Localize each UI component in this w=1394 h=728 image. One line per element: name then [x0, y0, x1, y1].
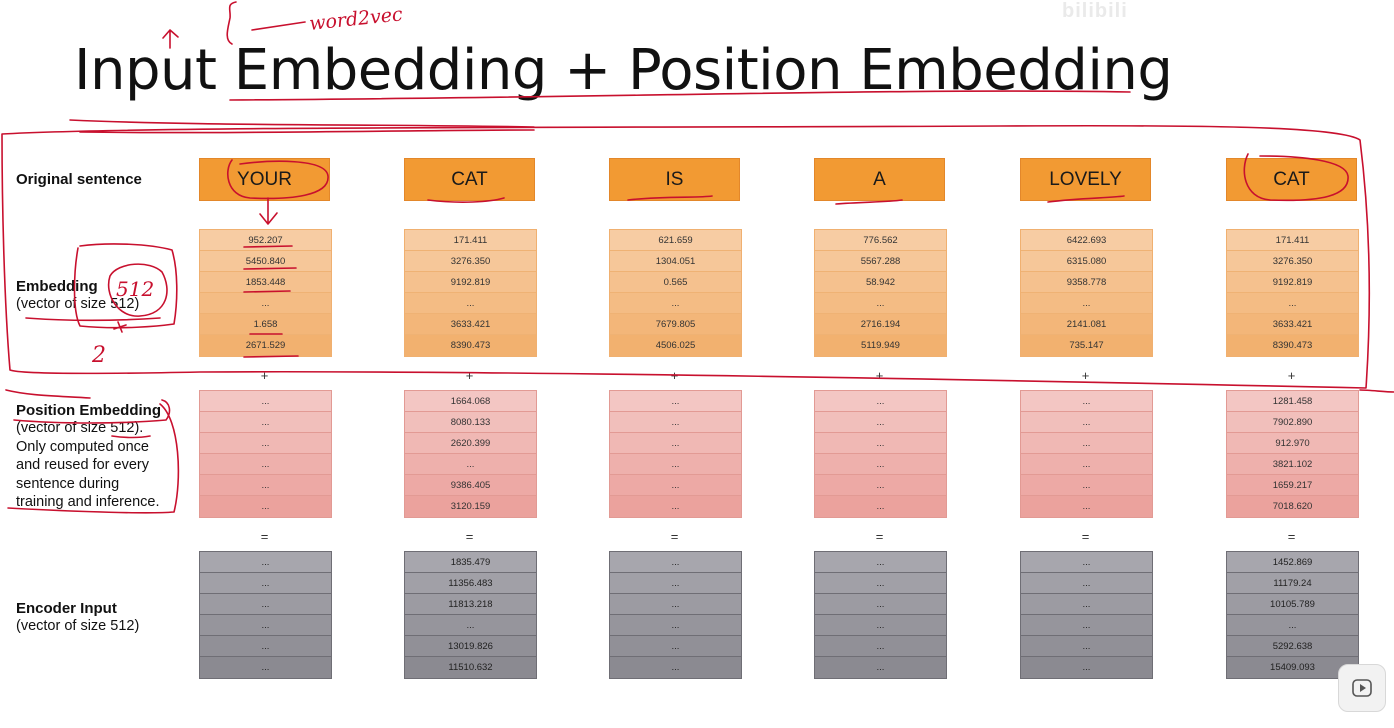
embedding-cell: 4506.025 — [610, 335, 741, 356]
plus-operator: + — [1081, 368, 1090, 383]
encoder-cell: ... — [1021, 594, 1152, 615]
play-icon — [1351, 677, 1373, 699]
plus-operator: + — [260, 368, 269, 383]
position-cell: 9386.405 — [405, 475, 536, 496]
embedding-cell: 1.658 — [200, 314, 331, 335]
encoder-cell: ... — [1227, 615, 1358, 636]
position-cell: 912.970 — [1227, 433, 1358, 454]
position-cell: ... — [200, 412, 331, 433]
equals-operator: = — [1081, 529, 1090, 544]
encoder-cell: 1452.869 — [1227, 552, 1358, 573]
position-cell: 3120.159 — [405, 496, 536, 517]
ink-strikethrough — [252, 22, 305, 30]
embedding-cell: 171.411 — [1227, 230, 1358, 251]
equals-operator: = — [670, 529, 679, 544]
embedding-cell: 7679.805 — [610, 314, 741, 335]
position-cell: ... — [200, 454, 331, 475]
encoder-cell: ... — [1021, 552, 1152, 573]
token-word-4: LOVELY — [1020, 158, 1151, 201]
ink-down-arrow — [260, 198, 277, 224]
embedding-cell: 171.411 — [405, 230, 536, 251]
position-cell: ... — [815, 412, 946, 433]
embedding-vector-4 — [1020, 229, 1153, 357]
embedding-cell: 8390.473 — [405, 335, 536, 356]
encoder-vector-5 — [1226, 551, 1359, 679]
token-word-0: YOUR — [199, 158, 330, 201]
equals-operator: = — [260, 529, 269, 544]
embedding-cell: 3276.350 — [1227, 251, 1358, 272]
encoder-cell: ... — [815, 573, 946, 594]
position-cell: ... — [610, 496, 741, 517]
position-vector-4 — [1020, 390, 1153, 518]
embedding-cell: 9192.819 — [1227, 272, 1358, 293]
position-cell: ... — [405, 454, 536, 475]
label-embedding — [16, 278, 139, 314]
label-position-sub-1: (vector of size 512). — [16, 420, 144, 436]
embedding-cell: 5450.840 — [200, 251, 331, 272]
ink-512: 512 — [116, 277, 155, 301]
encoder-cell: 10105.789 — [1227, 594, 1358, 615]
embedding-cell: 2716.194 — [815, 314, 946, 335]
embedding-cell: 3276.350 — [405, 251, 536, 272]
position-vector-0 — [199, 390, 332, 518]
encoder-cell: ... — [1021, 615, 1152, 636]
embedding-cell: ... — [610, 293, 741, 314]
encoder-vector-2 — [609, 551, 742, 679]
watermark: bilibili — [1062, 0, 1128, 22]
equals-operator: = — [875, 529, 884, 544]
position-cell: 7902.890 — [1227, 412, 1358, 433]
embedding-cell: 8390.473 — [1227, 335, 1358, 356]
label-original-sentence — [16, 171, 142, 188]
token-word-2: IS — [609, 158, 740, 201]
ink-2: 2 — [92, 343, 106, 368]
encoder-cell: ... — [200, 657, 331, 678]
position-cell: ... — [200, 475, 331, 496]
embedding-cell: 621.659 — [610, 230, 741, 251]
embedding-cell: 6422.693 — [1021, 230, 1152, 251]
position-cell: ... — [610, 475, 741, 496]
embedding-cell: 1853.448 — [200, 272, 331, 293]
play-button[interactable] — [1338, 664, 1386, 712]
embedding-cell: 3633.421 — [405, 314, 536, 335]
embedding-cell: 2141.081 — [1021, 314, 1152, 335]
encoder-cell: ... — [815, 594, 946, 615]
embedding-cell: ... — [405, 293, 536, 314]
embedding-vector-2 — [609, 229, 742, 357]
encoder-cell: ... — [200, 636, 331, 657]
encoder-cell: ... — [1021, 636, 1152, 657]
embedding-cell: 5567.288 — [815, 251, 946, 272]
plus-operator: + — [465, 368, 474, 383]
position-cell: 7018.620 — [1227, 496, 1358, 517]
position-cell: ... — [1021, 433, 1152, 454]
encoder-cell: 15409.093 — [1227, 657, 1358, 678]
encoder-cell: ... — [610, 657, 741, 678]
encoder-vector-0 — [199, 551, 332, 679]
position-cell: 8080.133 — [405, 412, 536, 433]
embedding-vector-1 — [404, 229, 537, 357]
position-cell: 2620.399 — [405, 433, 536, 454]
encoder-cell: ... — [1021, 657, 1152, 678]
position-vector-5 — [1226, 390, 1359, 518]
label-encoder-input — [16, 600, 139, 636]
encoder-cell: ... — [200, 552, 331, 573]
ink-title-underline — [70, 120, 534, 127]
equals-operator: = — [1287, 529, 1296, 544]
label-original-text: Original sentence — [16, 171, 142, 188]
encoder-cell: ... — [815, 657, 946, 678]
label-position-sub-5: training and inference. — [16, 494, 160, 510]
encoder-cell: ... — [815, 615, 946, 636]
plus-operator: + — [875, 368, 884, 383]
label-position-sub-2: Only computed once — [16, 438, 149, 455]
encoder-cell: 11813.218 — [405, 594, 536, 615]
embedding-cell: 2671.529 — [200, 335, 331, 356]
position-cell: ... — [815, 391, 946, 412]
embedding-cell: 6315.080 — [1021, 251, 1152, 272]
position-cell: ... — [610, 454, 741, 475]
embedding-vector-5 — [1226, 229, 1359, 357]
embedding-cell: ... — [1227, 293, 1358, 314]
position-cell: ... — [200, 433, 331, 454]
position-cell: ... — [1021, 454, 1152, 475]
position-cell: ... — [200, 496, 331, 517]
position-cell: 1664.068 — [405, 391, 536, 412]
encoder-cell: ... — [1021, 573, 1152, 594]
position-vector-2 — [609, 390, 742, 518]
token-word-3: A — [814, 158, 945, 201]
position-cell: 1281.458 — [1227, 391, 1358, 412]
label-position-embedding — [16, 402, 161, 512]
encoder-cell: ... — [610, 636, 741, 657]
embedding-vector-0 — [199, 229, 332, 357]
position-cell: ... — [1021, 391, 1152, 412]
embedding-cell: ... — [815, 293, 946, 314]
label-encoder-text: Encoder Input — [16, 600, 117, 617]
encoder-cell: ... — [815, 636, 946, 657]
ink-title-underline-2 — [80, 130, 534, 133]
ink-underline-vector — [26, 318, 160, 320]
embedding-cell: ... — [1021, 293, 1152, 314]
encoder-cell: 11356.483 — [405, 573, 536, 594]
position-vector-3 — [814, 390, 947, 518]
encoder-cell: ... — [815, 552, 946, 573]
token-word-5: CAT — [1226, 158, 1357, 201]
position-cell: ... — [1021, 496, 1152, 517]
encoder-cell: ... — [200, 573, 331, 594]
encoder-cell: ... — [200, 594, 331, 615]
position-cell: ... — [610, 433, 741, 454]
position-cell: ... — [815, 475, 946, 496]
position-cell: ... — [815, 496, 946, 517]
plus-operator: + — [670, 368, 679, 383]
position-vector-1 — [404, 390, 537, 518]
equals-operator: = — [465, 529, 474, 544]
encoder-cell: ... — [610, 615, 741, 636]
position-cell: ... — [815, 433, 946, 454]
position-cell: ... — [610, 412, 741, 433]
encoder-cell: ... — [405, 615, 536, 636]
encoder-cell: 11510.632 — [405, 657, 536, 678]
embedding-cell: 0.565 — [610, 272, 741, 293]
encoder-vector-1 — [404, 551, 537, 679]
label-embedding-text: Embedding — [16, 278, 98, 295]
encoder-cell: ... — [200, 615, 331, 636]
position-cell: 3821.102 — [1227, 454, 1358, 475]
position-cell: ... — [815, 454, 946, 475]
label-position-sub-4: sentence during — [16, 475, 120, 492]
encoder-vector-3 — [814, 551, 947, 679]
embedding-cell: 1304.051 — [610, 251, 741, 272]
position-cell: ... — [200, 391, 331, 412]
token-word-1: CAT — [404, 158, 535, 201]
encoder-cell: 5292.638 — [1227, 636, 1358, 657]
label-embedding-sub: (vector of size 512) — [16, 296, 140, 312]
label-encoder-sub: (vector of size 512) — [16, 618, 140, 634]
embedding-cell: 58.942 — [815, 272, 946, 293]
embedding-cell: ... — [200, 293, 331, 314]
encoder-cell: 1835.479 — [405, 552, 536, 573]
embedding-cell: 3633.421 — [1227, 314, 1358, 335]
encoder-cell: ... — [610, 573, 741, 594]
embedding-cell: 952.207 — [200, 230, 331, 251]
plus-operator: + — [1287, 368, 1296, 383]
ink-bracket-left — [6, 390, 90, 398]
ink-word2vec: word2vec — [308, 3, 404, 35]
label-position-sub-3: and reused for every — [16, 457, 149, 473]
encoder-cell: ... — [610, 594, 741, 615]
page-title: Input Embedding + Position Embedding — [74, 38, 1173, 103]
ink-star — [114, 322, 126, 332]
encoder-cell: 13019.826 — [405, 636, 536, 657]
embedding-cell: 9358.778 — [1021, 272, 1152, 293]
encoder-cell: ... — [610, 552, 741, 573]
position-cell: 1659.217 — [1227, 475, 1358, 496]
position-cell: ... — [1021, 412, 1152, 433]
embedding-cell: 5119.949 — [815, 335, 946, 356]
position-cell: ... — [610, 391, 741, 412]
embedding-cell: 776.562 — [815, 230, 946, 251]
embedding-cell: 735.147 — [1021, 335, 1152, 356]
label-position-text: Position Embedding — [16, 402, 161, 419]
ink-line-right — [1360, 390, 1394, 392]
embedding-cell: 9192.819 — [405, 272, 536, 293]
position-cell: ... — [1021, 475, 1152, 496]
encoder-vector-4 — [1020, 551, 1153, 679]
encoder-cell: 11179.24 — [1227, 573, 1358, 594]
embedding-vector-3 — [814, 229, 947, 357]
